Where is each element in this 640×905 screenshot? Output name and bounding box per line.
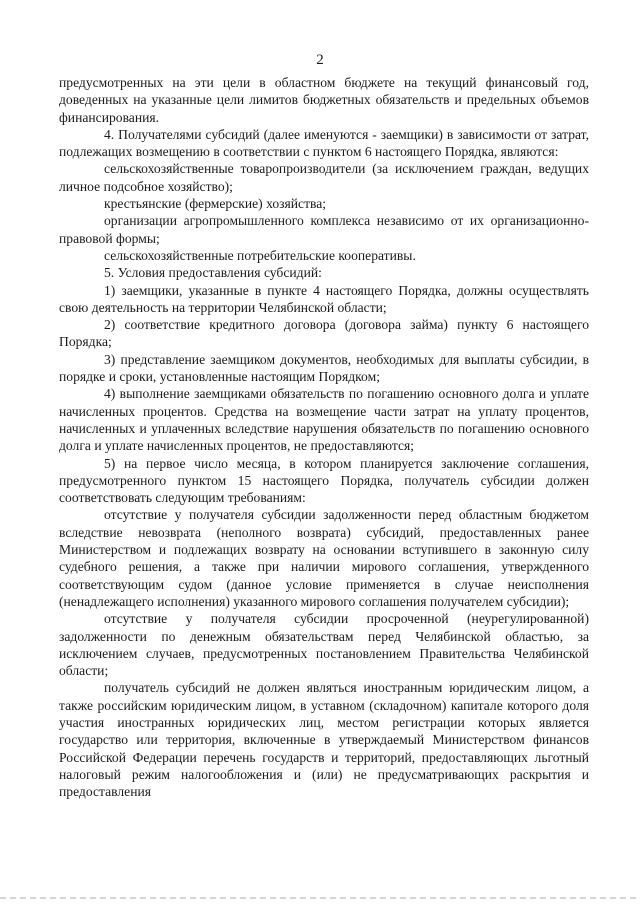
paragraph-14: отсутствие у получателя субсидии просроченной (неурегулированной) задолженности по денежным обязательствам перед Челябинской областью, за исключением случаев, предусмотренных постановлением Правительства Челябинской области;	[59, 611, 589, 679]
document-body	[59, 74, 589, 800]
paragraph-7: 5. Условия предоставления субсидий:	[104, 265, 322, 281]
paragraph-8: 1) заемщики, указанные в пункте 4 настоящего Порядка, должны осуществлять свою деятельность на территории Челябинской области;	[59, 282, 589, 315]
paragraph-2: 4. Получателями субсидий (далее именуются - заемщики) в зависимости от затрат, подлежащих возмещению в соответствии с пунктом 6 настоящего Порядка, являются:	[59, 126, 589, 160]
paragraph-3: сельскохозяйственные товаропроизводители (за исключением граждан, ведущих личное подсобное хозяйство);	[59, 161, 589, 194]
paragraph-10: 3) представление заемщиком документов, необходимых для выплаты субсидии, в порядке и сроки, установленные настоящим Порядком;	[59, 351, 589, 385]
paragraph-12: 5) на первое число месяца, в котором планируется заключение соглашения, предусмотренного пунктом 15 настоящего Порядка, получатель субсидии должен соответствовать следующим требованиям:	[59, 455, 589, 506]
paragraph-1: предусмотренных на эти цели в областном бюджете на текущий финансовый год, доведенных на указанные цели лимитов бюджетных обязательств и предельных объемов финансирования.	[59, 75, 589, 125]
paragraph-13: отсутствие у получателя субсидии задолженности перед областным бюджетом вследствие невозврата (неполного возврата) субсидий, предоставленных ранее Министерством и подлежащих возврату на основании вступившего в законную силу судебного решения, а также при наличии мирового соглашения, утвержденного соответствующим судом (данное условие применяется в случае неисполнения (ненадлежащего исполнения) указанного мирового соглашения получателем субсидии);	[59, 507, 589, 609]
paragraph-6: сельскохозяйственные потребительские кооперативы.	[104, 247, 416, 263]
page-number: 2	[316, 52, 324, 68]
paragraph-11: 4) выполнение заемщиками обязательств по погашению основного долга и уплате начисленных процентов. Средства на возмещение части затрат на уплату процентов, начисленных и уплаченных вследствие нарушения обязательств по погашению основного долга и уплате начисленных процентов, не предоставляются;	[59, 386, 589, 454]
paragraph-5: организации агропромышленного комплекса независимо от их организационно-правовой формы;	[59, 213, 589, 246]
paragraph-9: 2) соответствие кредитного договора (договора займа) пункту 6 настоящего Порядка;	[59, 317, 589, 350]
paragraph-4: крестьянские (фермерские) хозяйства;	[104, 196, 327, 212]
paragraph-15: получатель субсидий не должен являться иностранным юридическим лицом, а также российским юридическим лицом, в уставном (складочном) капитале которого доля участия иностранных юридических лиц, местом регистрации которых является государство или территория, включенные в утверждаемый Министерством финансов Российской Федерации перечень государств и территорий, предоставляющих льготный налоговый режим налогообложения и (или) не предусматривающих раскрытия и предоставления	[59, 680, 589, 800]
scan-edge-artifact	[0, 897, 640, 899]
